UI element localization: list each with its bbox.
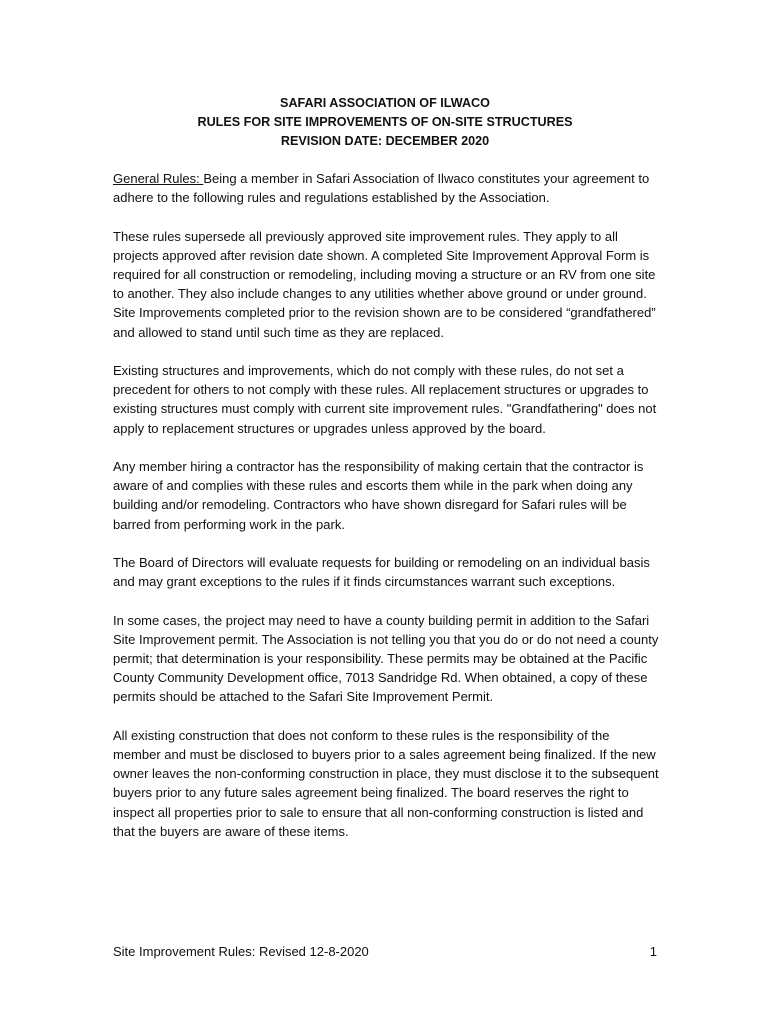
document-body (113, 169, 659, 860)
document-header (0, 94, 770, 151)
paragraph-contractors: Any member hiring a contractor has the responsibility of making certain that the contractor is aware of and complies with these rules and escorts them while in the park when doing any building and/or remodeling. Contractors who have shown disregard for Safari rules will be barred from performing work in the park. (113, 459, 644, 532)
paragraph-general-rules (113, 169, 659, 207)
paragraph-county-permit: In some cases, the project may need to have a county building permit in addition to the Safari Site Improvement permit. The Association is not telling you that you do or do not need a county permit; that determination is your responsibility. These permits may be obtained at the Pacific County Community Development office, 7013 Sandridge Rd. When obtained, a copy of these permits should be attached to the Safari Site Improvement Permit. (113, 612, 659, 705)
footer-revision-text: Site Improvement Rules: Revised 12-8-2020 (113, 944, 369, 959)
general-rules-label: General Rules: (113, 171, 204, 186)
paragraph-supersede: These rules supersede all previously approved site improvement rules. They apply to all projects approved after revision date shown. A completed Site Improvement Approval Form is required for all construction or remodeling, including moving a structure or an RV from one site to another. They also include changes to any utilities whether above ground or under ground. Site Improvements completed prior to the revision shown are to be considered “grandfathered” and allowed to stand until such time as they are replaced. (113, 228, 656, 340)
general-rules-text: Being a member in Safari Association of Ilwaco constitutes your agreement to adhere to the following rules and regulations established by the Association. (113, 171, 650, 206)
revision-date: REVISION DATE: DECEMBER 2020 (280, 134, 490, 148)
paragraph-existing-structures: Existing structures and improvements, which do not comply with these rules, do not set a precedent for others to not comply with these rules. All replacement structures or upgrades to existing structures must comply with current site improvement rules. "Grandfathering" does not apply to replacement structures or upgrades unless approved by the board. (113, 363, 657, 436)
paragraph-non-conforming: All existing construction that does not conform to these rules is the responsibility of the member and must be disclosed to buyers prior to a sales agreement being finalized. If the new owner leaves the non-conforming construction in place, they must disclose it to the subsequent buyers prior to any future sales agreement being finalized. The board reserves the right to inspect all properties prior to sale to ensure that all non-conforming construction is listed and that the buyers are aware of these items. (113, 727, 659, 839)
paragraph-board-exceptions: The Board of Directors will evaluate requests for building or remodeling on an individual basis and may grant exceptions to the rules if it finds circumstances warrant such exceptions. (113, 555, 650, 590)
document-title: RULES FOR SITE IMPROVEMENTS OF ON-SITE STRUCTURES (197, 115, 573, 129)
association-title: SAFARI ASSOCIATION OF ILWACO (280, 96, 490, 110)
page-number: 1 (649, 944, 657, 959)
